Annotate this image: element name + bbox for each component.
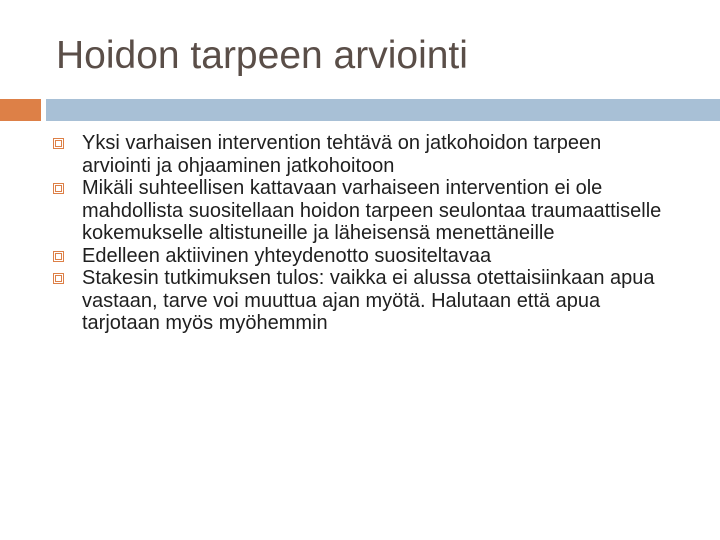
bullet-item: [48, 245, 668, 268]
square-bullet-icon: [53, 138, 64, 149]
square-bullet-icon: [53, 273, 64, 284]
title-rule-bar: [46, 99, 720, 121]
bullet-list: [48, 132, 668, 335]
square-bullet-icon: [53, 183, 64, 194]
square-bullet-icon: [53, 251, 64, 262]
bullet-text: Edelleen aktiivinen yhteydenotto suositeltavaa: [82, 244, 492, 267]
bullet-item: [48, 267, 668, 335]
title-accent-bar: [0, 99, 41, 121]
bullet-item: [48, 177, 668, 245]
bullet-text: Mikäli suhteellisen kattavaan varhaiseen intervention ei ole mahdollista suositellaan hoidon tarpeen seulontaa traumaattiselle kokemukselle altistuneille ja läheisensä menettäneille: [82, 177, 662, 244]
bullet-text: Stakesin tutkimuksen tulos: vaikka ei alussa otettaisiinkaan apua vastaan, tarve voi muuttua ajan myötä. Halutaan että apua tarjotaan myös myöhemmin: [82, 267, 655, 334]
bullet-text: Yksi varhaisen intervention tehtävä on jatkohoidon tarpeen arviointi ja ohjaaminen jatkohoitoon: [82, 132, 602, 177]
bullet-item: [48, 132, 668, 177]
slide-title: Hoidon tarpeen arviointi: [56, 34, 468, 77]
